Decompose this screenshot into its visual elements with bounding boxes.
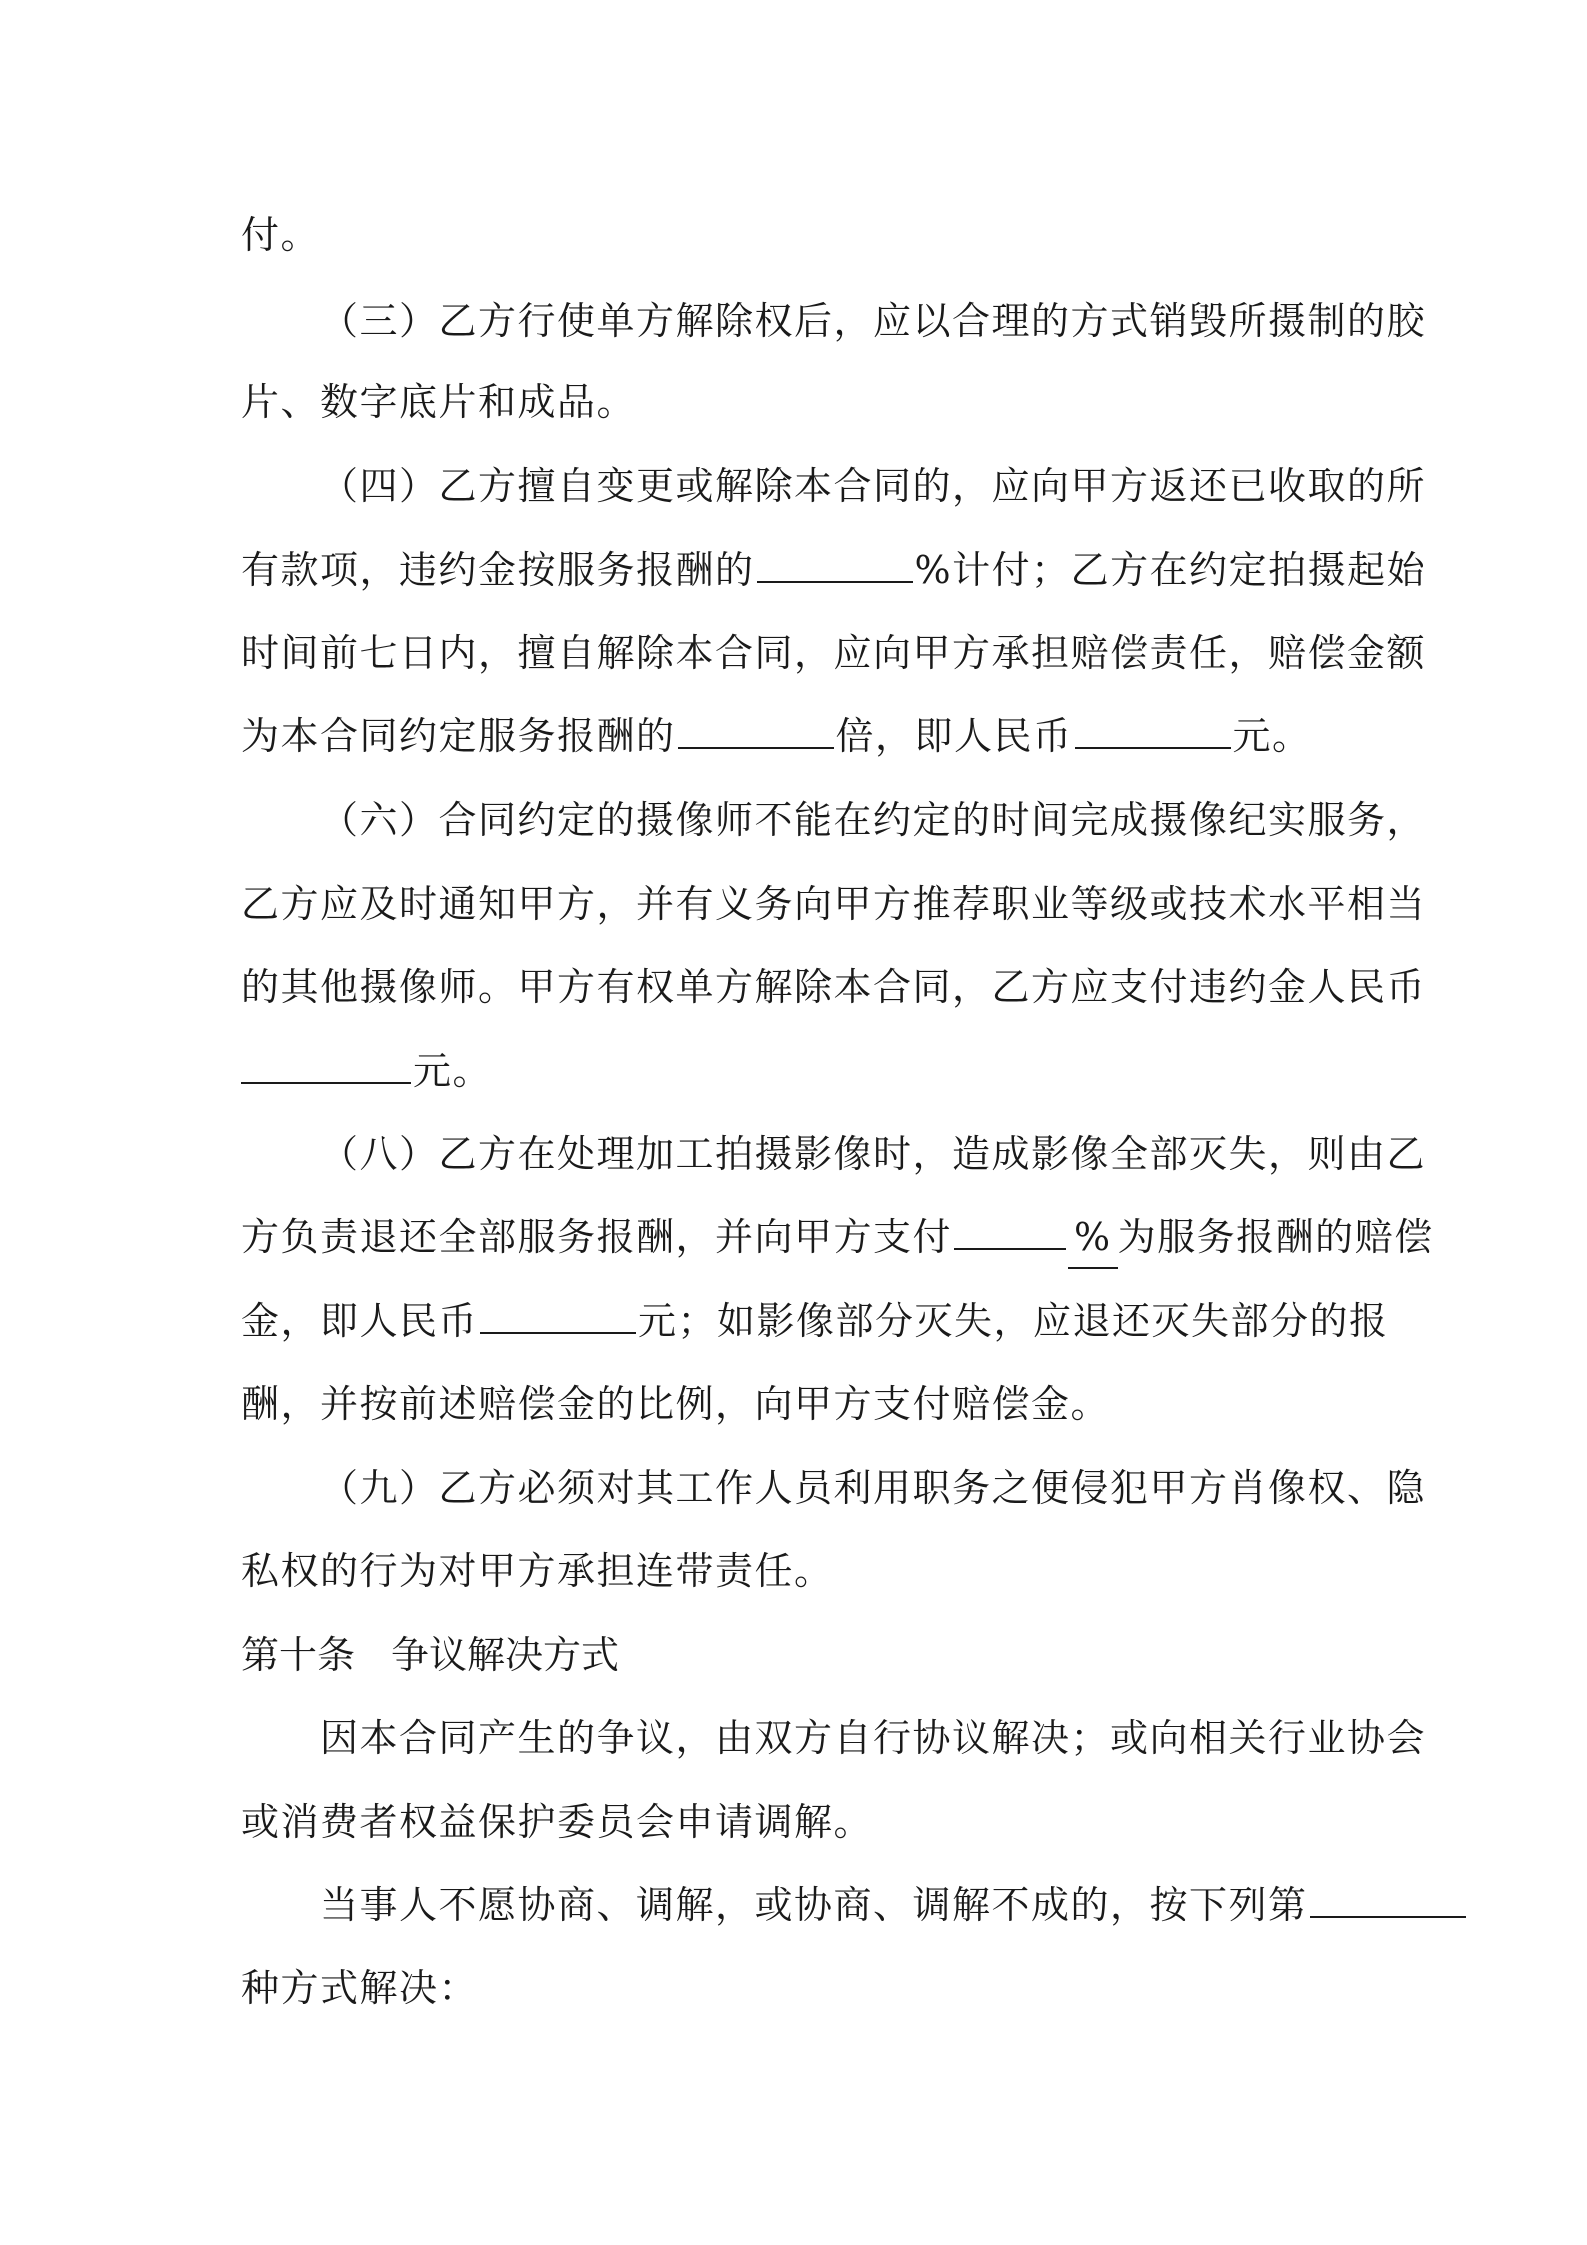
blank-field[interactable] xyxy=(757,543,913,583)
text: （八）乙方在处理加工拍摄影像时，造成影像全部灭失，则由乙 xyxy=(320,1132,1427,1176)
text: 元。 xyxy=(413,1049,493,1093)
text: 酬，并按前述赔偿金的比例，向甲方支付赔偿金。 xyxy=(241,1382,1111,1426)
paragraph-line xyxy=(241,957,1427,1017)
text: 当事人不愿协商、调解，或协商、调解不成的，按下列第 xyxy=(320,1883,1308,1927)
paragraph-line xyxy=(320,291,1427,351)
blank-field[interactable] xyxy=(480,1294,636,1334)
text: （六）合同约定的摄像师不能在约定的时间完成摄像纪实服务， xyxy=(320,798,1427,842)
blank-field[interactable] xyxy=(954,1210,1066,1250)
text: 金，即人民币 xyxy=(241,1299,479,1343)
percent-mark: % xyxy=(1068,1207,1118,1269)
blank-field[interactable] xyxy=(241,1044,411,1084)
paragraph-line xyxy=(320,1875,1356,1935)
text: 乙方应及时通知甲方，并有义务向甲方推荐职业等级或技术水平相当 xyxy=(241,882,1427,926)
paragraph-line xyxy=(241,372,1356,432)
text: 或消费者权益保护委员会申请调解。 xyxy=(241,1800,874,1844)
paragraph-line xyxy=(320,456,1427,516)
paragraph-line xyxy=(241,1291,1389,1351)
text: 的其他摄像师。甲方有权单方解除本合同，乙方应支付违约金人民币 xyxy=(241,965,1427,1009)
paragraph-line xyxy=(241,1374,1356,1434)
paragraph-line xyxy=(241,1792,1356,1852)
text: 元；如影像部分灭失，应退还灭失部分的报 xyxy=(638,1299,1389,1343)
paragraph-line xyxy=(241,1541,1356,1601)
paragraph-line xyxy=(241,1041,1356,1101)
paragraph-line xyxy=(241,205,1356,265)
text: （三）乙方行使单方解除权后，应以合理的方式销毁所摄制的胶 xyxy=(320,299,1427,343)
text: 倍，即人民币 xyxy=(835,714,1073,758)
text: 片、数字底片和成品。 xyxy=(241,380,637,424)
paragraph-line xyxy=(320,1458,1427,1518)
blank-field[interactable] xyxy=(1310,1878,1466,1918)
section-heading xyxy=(241,1625,1356,1685)
paragraph-line xyxy=(241,1958,1356,2018)
paragraph-line xyxy=(241,540,1427,600)
text: 付。 xyxy=(241,213,321,257)
blank-field[interactable] xyxy=(1075,709,1231,749)
text: （九）乙方必须对其工作人员利用职务之便侵犯甲方肖像权、隐 xyxy=(320,1466,1427,1510)
text: 时间前七日内，擅自解除本合同，应向甲方承担赔偿责任，赔偿金额 xyxy=(241,631,1427,675)
text: 因本合同产生的争议，由双方自行协议解决；或向相关行业协会 xyxy=(320,1716,1427,1760)
text: 为本合同约定服务报酬的 xyxy=(241,714,676,758)
text: 有款项，违约金按服务报酬的 xyxy=(241,548,755,592)
text: 种方式解决： xyxy=(241,1966,479,2010)
article-title: 争议解决方式 xyxy=(391,1633,620,1677)
text: 为服务报酬的赔偿 xyxy=(1117,1215,1434,1259)
paragraph-line xyxy=(241,706,1356,766)
paragraph-line xyxy=(241,623,1427,683)
paragraph-line xyxy=(320,1708,1427,1768)
text: 私权的行为对甲方承担连带责任。 xyxy=(241,1549,834,1593)
paragraph-line xyxy=(241,1207,1434,1269)
paragraph-line xyxy=(320,1124,1427,1184)
text: （四）乙方擅自变更或解除本合同的，应向甲方返还已收取的所 xyxy=(320,464,1427,508)
text: 元。 xyxy=(1232,714,1312,758)
text: %计付；乙方在约定拍摄起始 xyxy=(914,548,1427,592)
text: 方负责退还全部服务报酬，并向甲方支付 xyxy=(241,1215,953,1259)
paragraph-line xyxy=(320,790,1427,850)
article-number: 第十条 xyxy=(241,1633,356,1677)
blank-field[interactable] xyxy=(678,709,834,749)
paragraph-line xyxy=(241,874,1427,934)
